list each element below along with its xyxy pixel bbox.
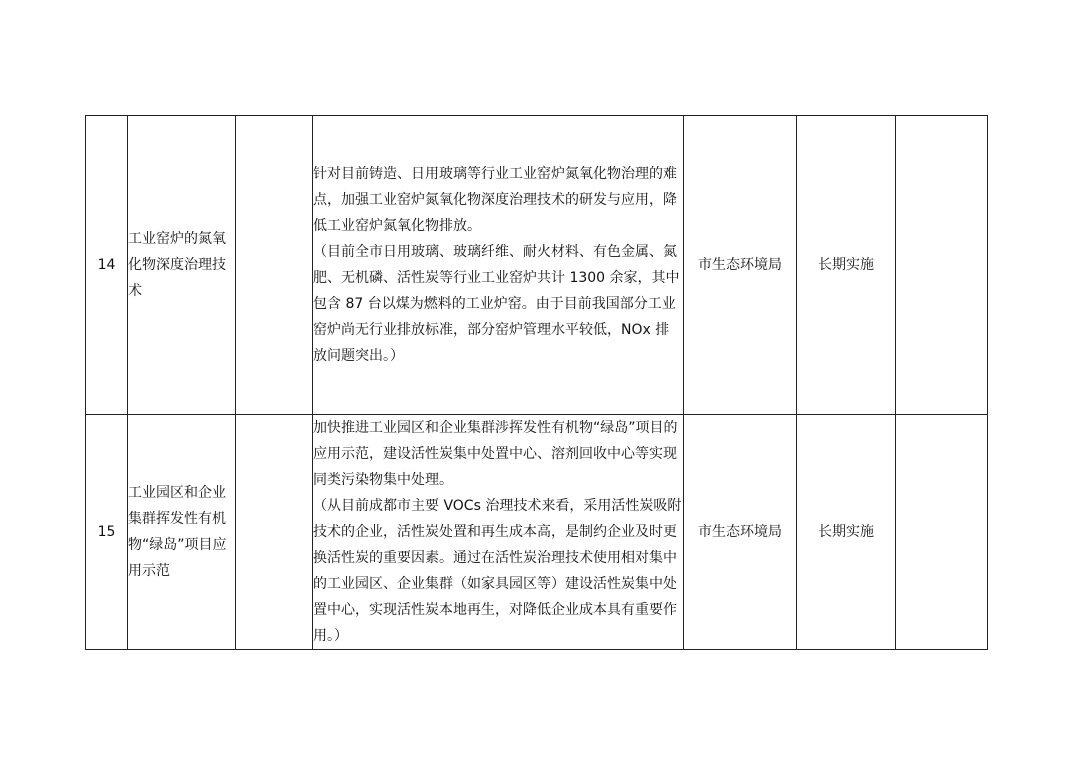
responsible-department: 市生态环境局	[684, 116, 797, 415]
blank-cell	[236, 415, 313, 650]
blank-cell	[896, 116, 988, 415]
description-note: （从目前成都市主要 VOCs 治理技术来看，采用活性炭吸附技术的企业，活性炭处置和再生成本高，是制约企业及时更换活性炭的重要因素。通过在活性炭治理技术使用相对集中的工业园区、企业集群（如家具园区等）建设活性炭集中处置中心，实现活性炭本地再生，对降低企业成本具有重要作用。）	[313, 498, 682, 644]
timeline: 长期实施	[797, 116, 896, 415]
description-main: 加快推进工业园区和企业集群涉挥发性有机物“绿岛”项目的应用示范，建设活性炭集中处置中心、溶剂回收中心等实现同类污染物集中处理。	[313, 420, 678, 488]
timeline: 长期实施	[797, 415, 896, 650]
responsible-department: 市生态环境局	[684, 415, 797, 650]
table-row	[86, 415, 988, 650]
description-main: 针对目前铸造、日用玻璃等行业工业窑炉氮氧化物治理的难点，加强工业窑炉氮氧化物深度治理技术的研发与应用，降低工业窑炉氮氧化物排放。	[313, 166, 677, 234]
item-description	[313, 415, 684, 650]
item-name: 工业窑炉的氮氧化物深度治理技术	[128, 116, 236, 415]
measures-table	[85, 115, 988, 650]
row-number: 15	[86, 415, 128, 650]
item-description	[313, 116, 684, 415]
row-number: 14	[86, 116, 128, 415]
table-row	[86, 116, 988, 415]
description-note: （目前全市日用玻璃、玻璃纤维、耐火材料、有色金属、氮肥、无机磷、活性炭等行业工业窑炉共计 1300 余家，其中包含 87 台以煤为燃料的工业炉窑。由于目前我国部分工业窑炉尚无行业排放标准，部分窑炉管理水平较低，NOx 排放问题突出。）	[313, 244, 680, 364]
blank-cell	[896, 415, 988, 650]
blank-cell	[236, 116, 313, 415]
item-name: 工业园区和企业集群挥发性有机物“绿岛”项目应用示范	[128, 415, 236, 650]
